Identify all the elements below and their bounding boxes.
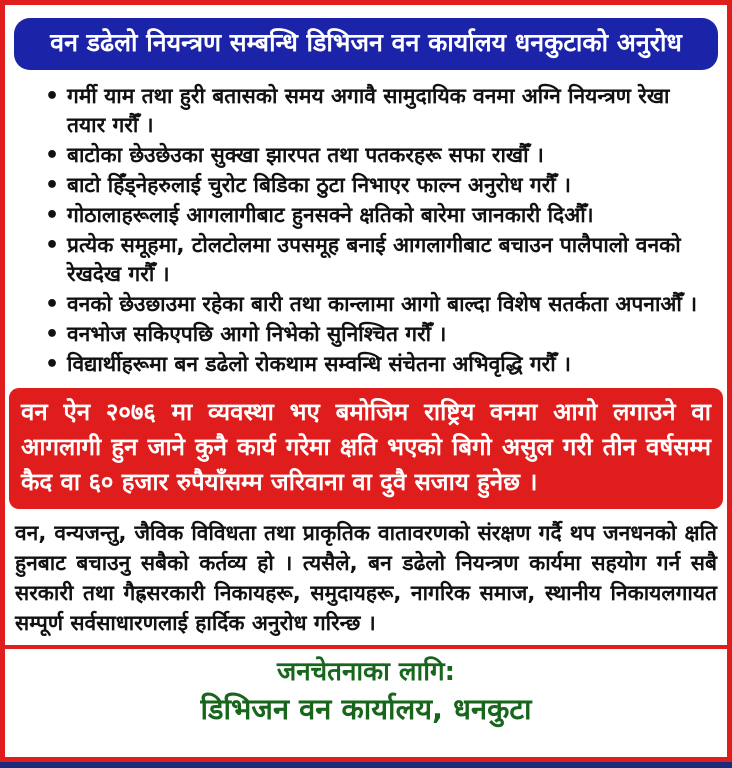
footer-office-name: डिभिजन वन कार्यालय, धनकुटा bbox=[200, 692, 532, 726]
bottom-navy-strip bbox=[0, 762, 732, 768]
poster-title-banner: वन डढेलो नियन्त्रण सम्बन्धि डिभिजन वन कार्यालय धनकुटाको अनुरोध bbox=[14, 18, 718, 70]
advice-bullet-list bbox=[5, 82, 727, 380]
footer bbox=[5, 649, 727, 757]
list-item: • गोठालाहरूलाई आगलागीबाट हुनसक्ने क्षतिको बारेमा जानकारी दिऔँ। bbox=[45, 201, 713, 230]
public-appeal-paragraph: वन, वन्यजन्तु, जैविक विविधता तथा प्राकृतिक वातावरणको संरक्षण गर्दै थप जनधनको क्षति हुनबाट बचाउनु सबैको कर्तव्य हो । त्यसैले, बन डढेलो नियन्त्रण कार्यमा सहयोग गर्न सबै सरकारी तथा गैह्रसरकारी निकायहरू, समुदायहरू, नागरिक समाज, स्थानीय निकायलगायत सम्पूर्ण सर्वसाधारणलाई हार्दिक अनुरोध गरिन्छ । bbox=[15, 521, 717, 635]
legal-warning-box: वन ऐन २०७६ मा व्यवस्था भए बमोजिम राष्ट्रिय वनमा आगो लगाउने वा आगलागी हुन जाने कुनै कार्य गरेमा क्षति भएको बिगो असुल गरी तीन वर्षसम्म कैद वा ६० हजार रुपैयाँसम्म जरिवाना वा दुवै सजाय हुनेछ । bbox=[9, 388, 723, 509]
list-item: • वनभोज सकिएपछि आगो निभेको सुनिश्चित गरौँ । bbox=[45, 320, 713, 349]
list-item: • विद्यार्थीहरूमा बन डढेलो रोकथाम सम्वन्धि संचेतना अभिवृद्धि गरौँ । bbox=[45, 350, 713, 379]
list-item: • वनको छेउछाउमा रहेका बारी तथा कान्लामा आगो बाल्दा विशेष सतर्कता अपनाऔँ । bbox=[45, 290, 713, 319]
list-item: • बाटोका छेउछेउका सुक्खा झारपत तथा पतकरहरू सफा राखौँ । bbox=[45, 141, 713, 170]
footer-awareness-label: जनचेतनाका लागि: bbox=[276, 657, 456, 687]
list-item: • प्रत्येक समूहमा, टोलटोलमा उपसमूह बनाई आगलागीबाट बचाउन पालैपालो वनको रेखदेख गरौँ । bbox=[45, 231, 713, 289]
list-item: • बाटो हिँड्नेहरुलाई चुरोट बिडिका ठुटा निभाएर फाल्न अनुरोध गरौँ । bbox=[45, 171, 713, 200]
list-item: • गर्मी याम तथा हुरी बतासको समय अगावै सामुदायिक वनमा अग्नि नियन्त्रण रेखा तयार गरौँ । bbox=[45, 82, 713, 140]
